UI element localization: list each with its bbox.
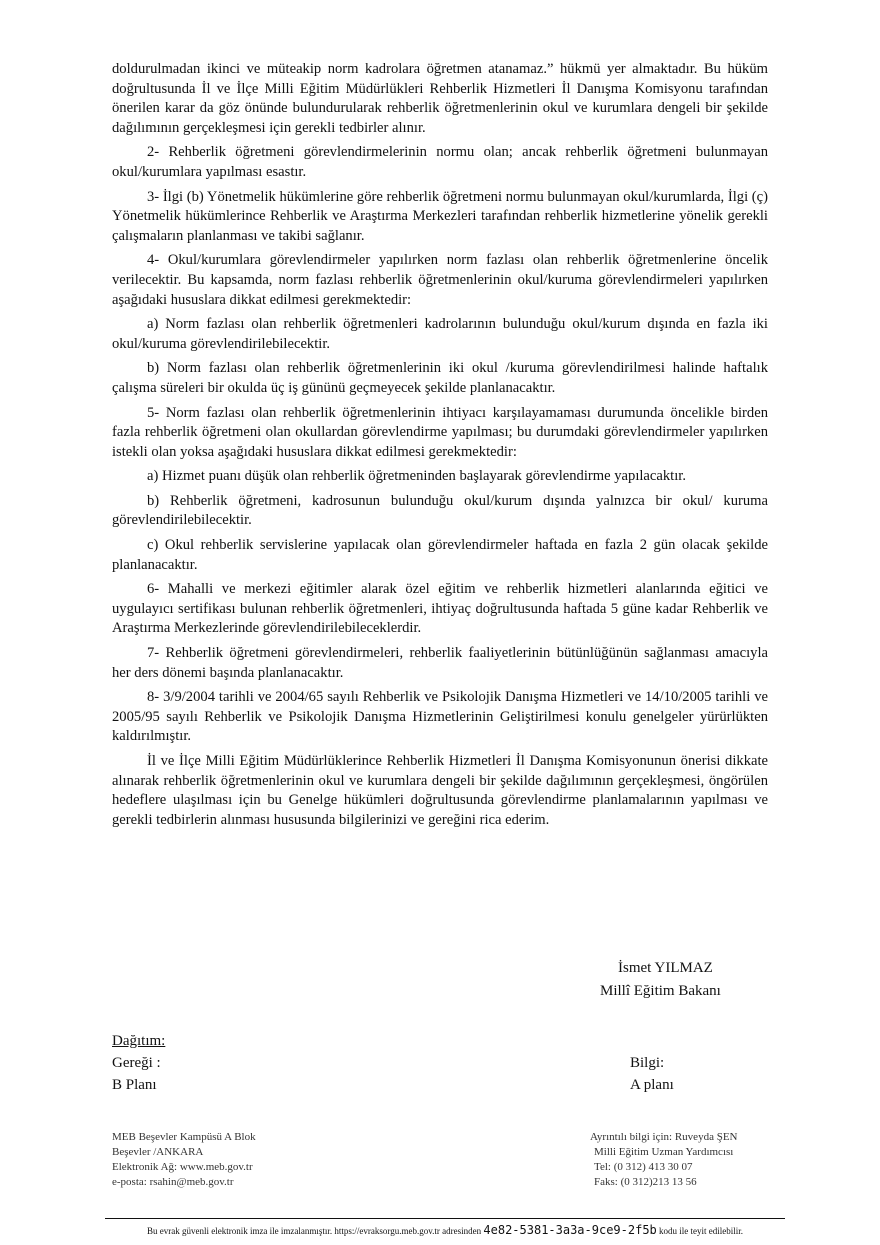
footer-contact <box>590 1130 737 1190</box>
paragraph: İl ve İlçe Milli Eğitim Müdürlüklerince Rehberlik Hizmetleri İl Danışma Komisyonunun önerisi dikkate alınarak rehberlik öğretmenlerinin okul ve kurumlara dengeli bir şekilde dağılımının gerçekleşmesi, öngörülen hedeflere ulaşılması için bu Genelge hükümleri doğrultusunda görevlendirme planlamalarının yapılması ve gerekli tedbirlerin alınması hususunda bilgilerinizi ve gereğini rica ederim. <box>112 753 768 828</box>
distribution-block <box>112 1030 692 1096</box>
paragraph: b) Norm fazlası olan rehberlik öğretmenlerinin iki okul /kuruma görevlendirilmesi halinde haftalık çalışma süreleri bir okulda üç iş gününü geçmeyecek şekilde planlanacaktır. <box>112 360 768 396</box>
paragraph: b) Rehberlik öğretmeni, kadrosunun bulunduğu okul/kurum dışında yalnızca bir okul/ kuruma görevlendirilebilecektir. <box>112 492 768 529</box>
distribution-action-value: B Planı <box>112 1077 157 1093</box>
paragraph: 4- Okul/kurumlara görevlendirmeler yapılırken norm fazlası olan rehberlik öğretmenlerine öncelik verilecektir. Bu kapsamda, norm fazlası rehberlik öğretmenlerinin okul/kuruma görevlendirmeleri yapılırken aşağıdaki hususlara dikkat edilmesi gerekmektedir: <box>112 252 768 308</box>
verification-prefix: Bu evrak güvenli elektronik imza ile imzalanmıştır. https://evraksorgu.meb.gov.tr adresinden <box>146 1226 482 1236</box>
footer-contact-line: Tel: (0 312) 413 30 07 <box>594 1161 693 1173</box>
paragraph: a) Norm fazlası olan rehberlik öğretmenleri kadrolarının bulunduğu okul/kurum dışında en fazla iki okul/kuruma görevlendirilebilecektir. <box>112 316 768 352</box>
verification-line <box>105 1218 785 1237</box>
verification-suffix: kodu ile teyit edilebilir. <box>659 1226 744 1236</box>
footer-contact-line: Milli Eğitim Uzman Yardımcısı <box>594 1146 734 1158</box>
document-body <box>112 60 768 835</box>
footer-address-line: e-posta: rsahin@meb.gov.tr <box>112 1176 234 1188</box>
footer-address-line: Beşevler /ANKARA <box>112 1146 204 1158</box>
paragraph: doldurulmadan ikinci ve müteakip norm kadrolara öğretmen atanamaz.” hükmü yer almaktadır. Bu hüküm doğrultusunda İl ve İlçe Milli Eğitim Müdürlükleri Rehberlik Hizmetleri İl Danışma Komisyonu tarafından önerilen karar da göz önünde bulundurularak rehberlik öğretmenlerinin okul ve kurumlara dengeli bir şekilde dağılımının gerçekleşmesi için gerekli tedbirler alınır. <box>112 61 768 136</box>
footer-address-line: Elektronik Ağ: www.meb.gov.tr <box>112 1161 253 1173</box>
paragraph: 7- Rehberlik öğretmeni görevlendirmeleri, rehberlik faaliyetlerinin bütünlüğünün sağlanması amacıyla her ders dönemi başında planlanacaktır. <box>112 645 768 681</box>
paragraph: 8- 3/9/2004 tarihli ve 2004/65 sayılı Rehberlik ve Psikolojik Danışma Hizmetleri ve 14/10/2005 tarihli ve 2005/95 sayılı Rehberlik ve Psikolojik Danışma Hizmetlerinin Geliştirilmesi konulu genelgeler yürürlükten kaldırılmıştır. <box>112 689 768 745</box>
distribution-value-row <box>112 1074 692 1096</box>
footer-address-line: MEB Beşevler Kampüsü A Blok <box>112 1131 256 1143</box>
paragraph: 3- İlgi (b) Yönetmelik hükümlerine göre rehberlik öğretmeni normu bulunmayan okul/kurumlarda, İlgi (ç) Yönetmelik hükümlerince Rehberlik ve Araştırma Merkezleri tarafından rehberlik hizmetlerine yönelik gerekli çalışmaların planlanması ve takibi sağlanır. <box>112 188 768 244</box>
distribution-title: Dağıtım: <box>112 1033 166 1049</box>
signature-block <box>600 957 800 1003</box>
paragraph: a) Hizmet puanı düşük olan rehberlik öğretmeninden başlayarak görevlendirme yapılacaktır. <box>147 468 686 485</box>
footer-contact-line: Faks: (0 312)213 13 56 <box>594 1176 697 1188</box>
distribution-info-value: A planı <box>630 1077 674 1093</box>
distribution-header-row <box>112 1052 692 1074</box>
paragraph: 5- Norm fazlası olan rehberlik öğretmenlerinin ihtiyacı karşılayamaması durumunda öncelikle birden fazla rehberlik öğretmeni olan okullardan görevlendirme yapılması; bu durumdaki görevlendirmeler yapılırken istekli olan yoksa aşağıdaki hususlara dikkat edilmesi gerekmektedir: <box>112 404 768 460</box>
verification-code: 4e82-5381-3a3a-9ce9-2f5b <box>483 1223 657 1237</box>
footer-contact-line: Ayrıntılı bilgi için: Ruveyda ŞEN <box>590 1131 738 1143</box>
footer-address <box>112 1130 256 1190</box>
distribution-action-label: Gereği : <box>112 1055 161 1071</box>
paragraph: 2- Rehberlik öğretmeni görevlendirmelerinin normu olan; ancak rehberlik öğretmeni bulunmayan okul/kurumlara yapılması esastır. <box>112 144 768 180</box>
distribution-info-label: Bilgi: <box>630 1055 665 1071</box>
paragraph: 6- Mahalli ve merkezi eğitimler alarak özel eğitim ve rehberlik hizmetleri alanlarında eğitici ve uygulayıcı sertifikası bulunan rehberlik öğretmenleri, ihtiyaç doğrultusunda haftada 5 güne kadar Rehberlik ve Araştırma Merkezlerinde görevlendirilebileceklerdir. <box>112 581 768 637</box>
signatory-title: Millî Eğitim Bakanı <box>600 983 721 999</box>
paragraph: c) Okul rehberlik servislerine yapılacak olan görevlendirmeler haftada en fazla 2 gün olacak şekilde planlanacaktır. <box>112 537 768 573</box>
signatory-name: İsmet YILMAZ <box>618 960 713 976</box>
